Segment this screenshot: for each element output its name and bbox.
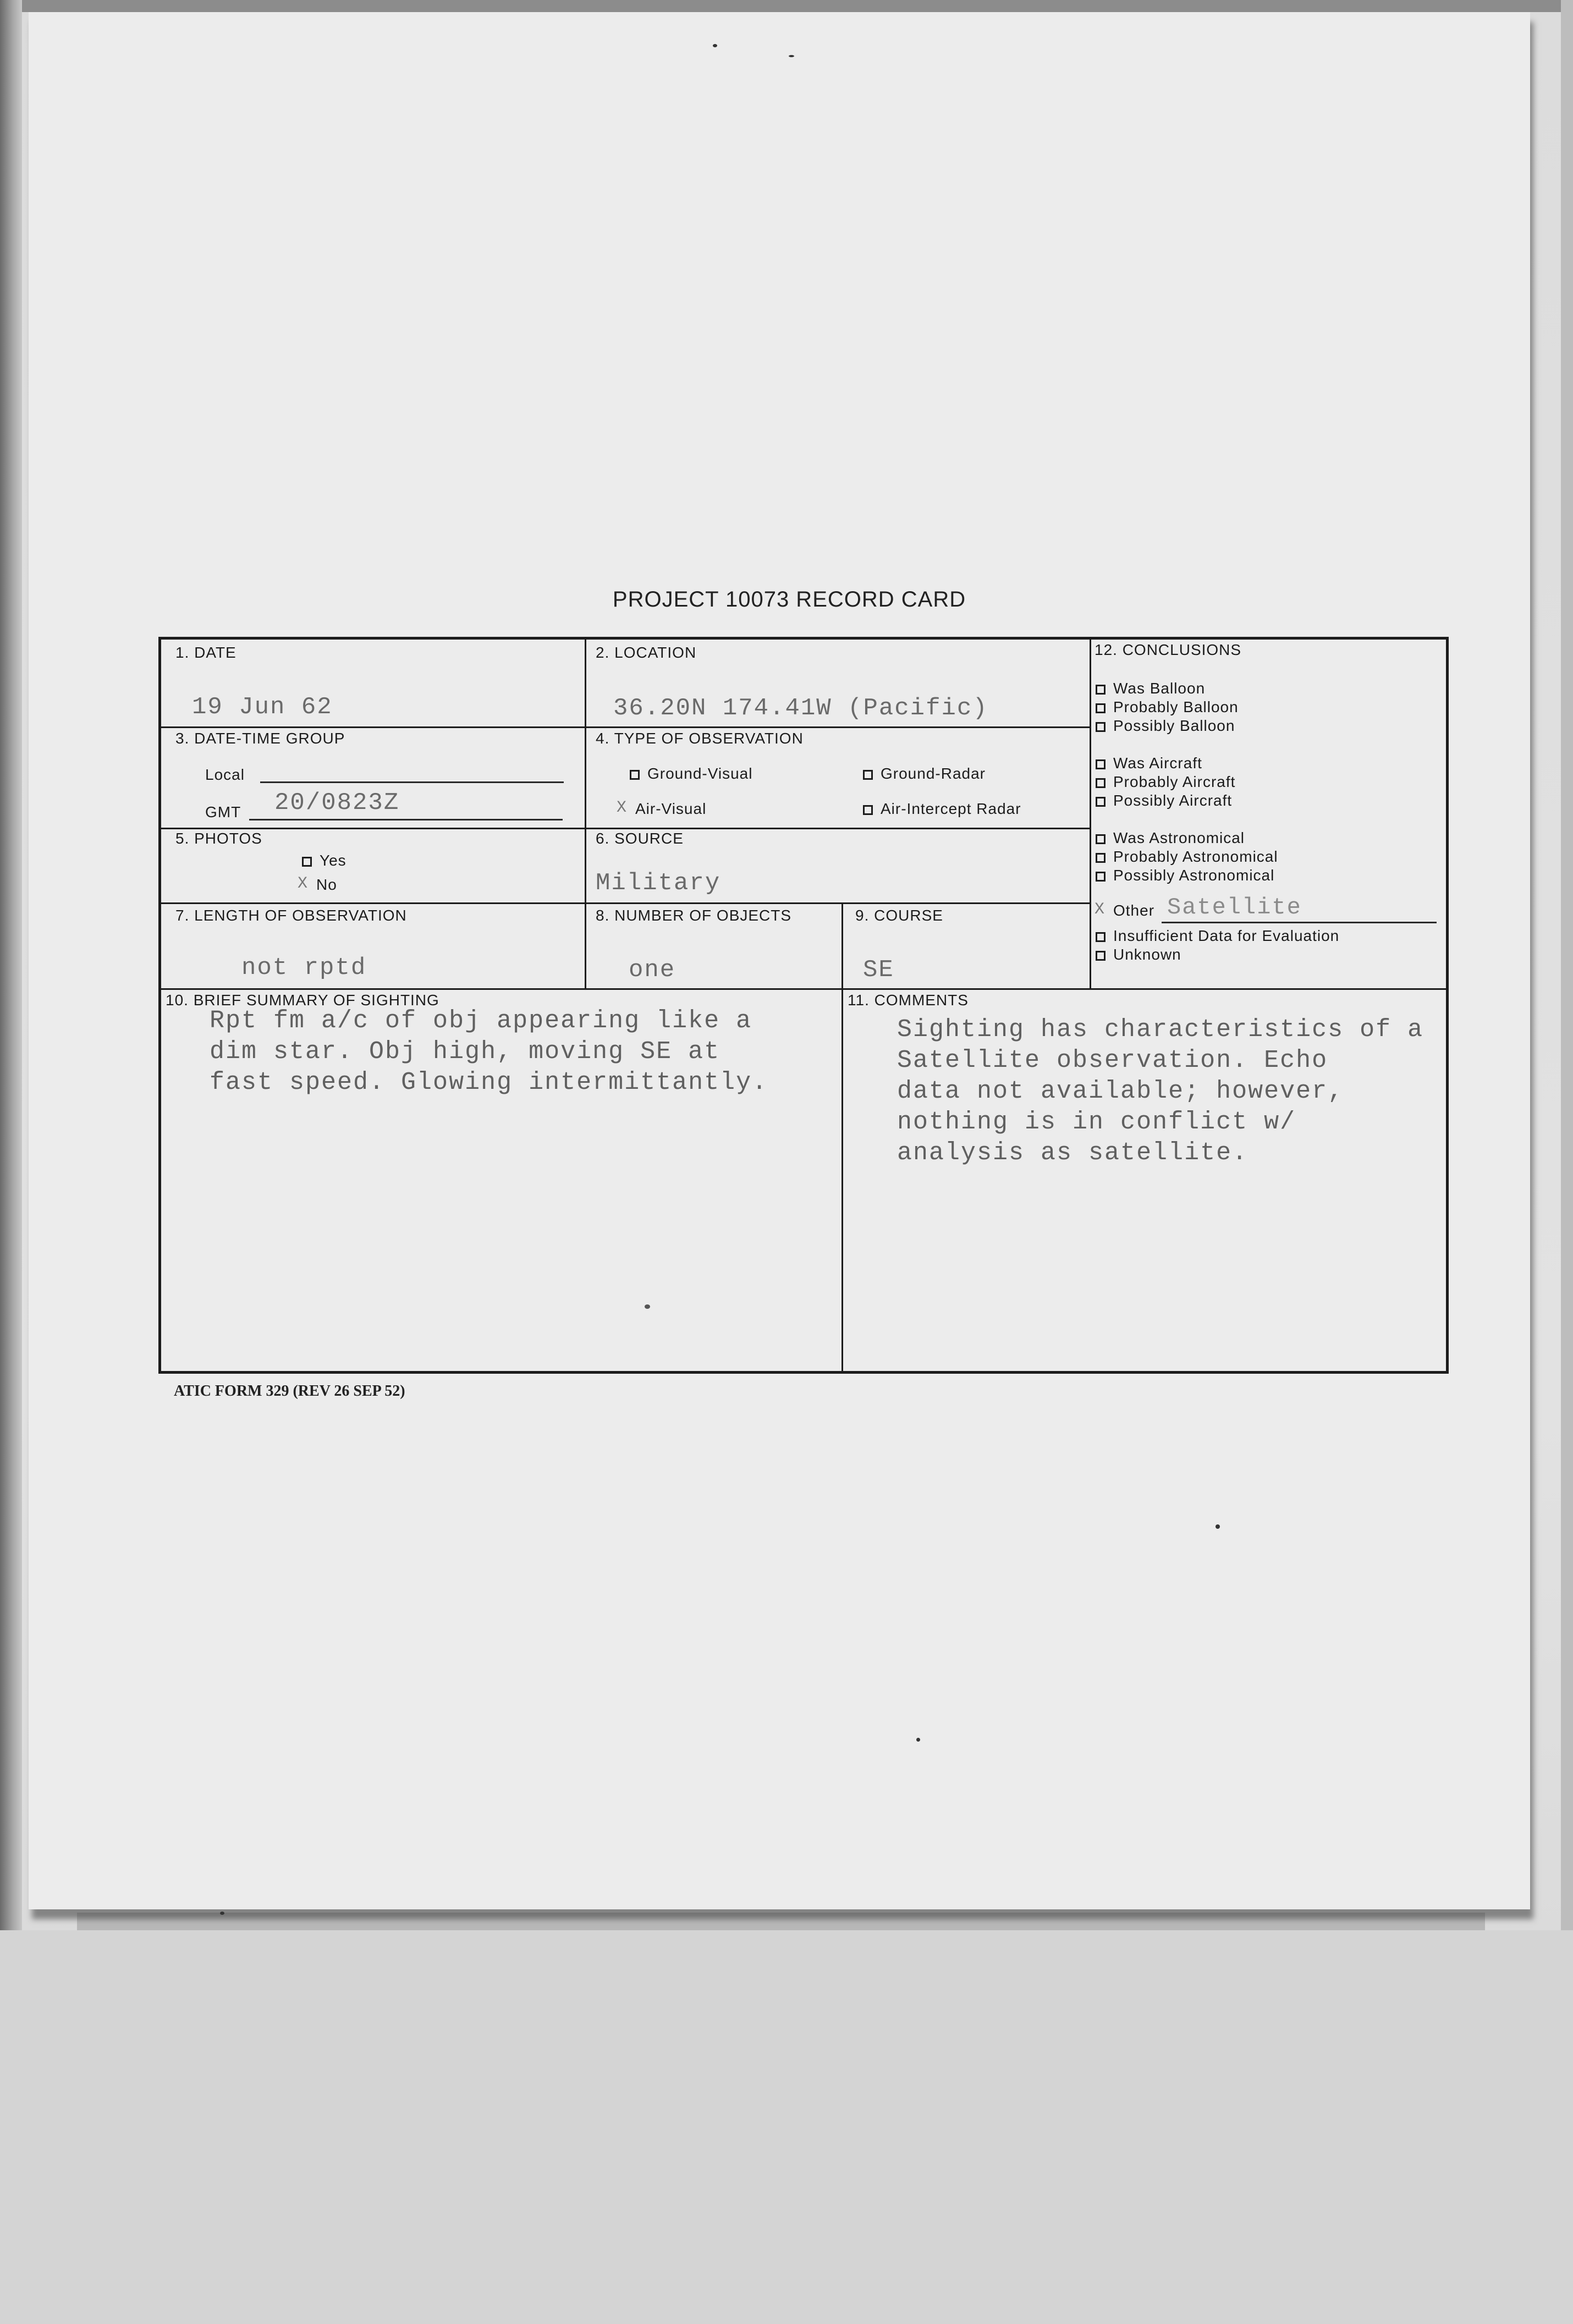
- gmt-value: 20/0823Z: [274, 789, 400, 817]
- conclusion-possibly-balloon: Possibly Balloon: [1096, 717, 1235, 735]
- conclusion-possibly-aircraft: Possibly Aircraft: [1096, 792, 1232, 809]
- checked-box-icon: [618, 803, 631, 815]
- ground-radar-option: Ground-Radar: [863, 765, 986, 783]
- checkbox-icon: [1096, 853, 1106, 863]
- checkbox-icon: [630, 770, 640, 780]
- scan-speck: [645, 1304, 650, 1309]
- conclusion-probably-balloon: Probably Balloon: [1096, 698, 1239, 716]
- photos-label: 5. PHOTOS: [175, 830, 262, 847]
- scan-speck: [789, 55, 794, 57]
- conclusion-possibly-astronomical: Possibly Astronomical: [1096, 867, 1274, 884]
- conclusion-was-astronomical: Was Astronomical: [1096, 829, 1245, 847]
- card-title: PROJECT 10073 RECORD CARD: [612, 587, 966, 612]
- checkbox-icon: [1096, 778, 1106, 788]
- grid-line: [842, 902, 843, 1371]
- conclusion-unknown: Unknown: [1096, 946, 1181, 963]
- summary-line: dim star. Obj high, moving SE at: [210, 1038, 721, 1066]
- photos-yes-option: Yes: [302, 852, 346, 869]
- grid-line: [161, 726, 1091, 728]
- date-label: 1. DATE: [175, 644, 237, 661]
- checkbox-icon: [1096, 932, 1106, 942]
- checked-box-icon: [299, 879, 312, 891]
- checkbox-icon: [1096, 872, 1106, 882]
- dtg-label: 3. DATE-TIME GROUP: [175, 730, 345, 747]
- source-label: 6. SOURCE: [596, 830, 684, 847]
- checkbox-icon: [1096, 685, 1106, 695]
- comments-line: Satellite observation. Echo: [897, 1047, 1328, 1075]
- checkbox-icon: [1096, 759, 1106, 769]
- scan-speck: [1216, 1524, 1220, 1529]
- checkbox-icon: [302, 857, 312, 867]
- conclusion-probably-aircraft: Probably Aircraft: [1096, 773, 1235, 791]
- num-objects-label: 8. NUMBER OF OBJECTS: [596, 907, 792, 924]
- course-label: 9. COURSE: [855, 907, 943, 924]
- comments-text: [897, 1015, 1423, 1169]
- checkbox-icon: [1096, 703, 1106, 713]
- gmt-label: GMT: [205, 803, 241, 820]
- paper-shadow-band: [77, 1913, 1485, 1930]
- conclusion-probably-astronomical: Probably Astronomical: [1096, 848, 1278, 866]
- comments-line: analysis as satellite.: [897, 1139, 1248, 1167]
- checked-box-icon: [1096, 905, 1109, 917]
- comments-line: data not available; however,: [897, 1077, 1344, 1105]
- grid-line: [161, 988, 1446, 990]
- form-number-footer: ATIC FORM 329 (REV 26 SEP 52): [174, 1383, 405, 1400]
- scan-speck: [713, 44, 717, 47]
- scan-top-edge: [0, 0, 1573, 12]
- air-intercept-option: Air-Intercept Radar: [863, 800, 1021, 818]
- conclusion-insufficient-data: Insufficient Data for Evaluation: [1096, 927, 1339, 945]
- photos-no-option: XNo: [299, 876, 337, 894]
- location-value: 36.20N 174.41W (Pacific): [613, 695, 988, 722]
- local-label: Local: [205, 766, 245, 783]
- summary-line: Rpt fm a/c of obj appearing like a: [210, 1007, 752, 1035]
- summary-line: fast speed. Glowing intermittantly.: [210, 1069, 768, 1097]
- other-underline: [1162, 922, 1437, 923]
- comments-label: 11. COMMENTS: [848, 992, 969, 1009]
- location-label: 2. LOCATION: [596, 644, 697, 661]
- grid-line: [585, 640, 586, 988]
- num-objects-value: one: [629, 956, 676, 984]
- conclusion-other-value: Satellite: [1167, 894, 1302, 921]
- gmt-underline: [249, 819, 563, 820]
- grid-line: [161, 902, 1091, 904]
- length-label: 7. LENGTH OF OBSERVATION: [175, 907, 407, 924]
- conclusion-other: XOther: [1096, 902, 1154, 919]
- date-value: 19 Jun 62: [192, 693, 333, 721]
- scan-speck: [916, 1738, 920, 1742]
- conclusion-was-aircraft: Was Aircraft: [1096, 755, 1202, 772]
- type-obs-label: 4. TYPE OF OBSERVATION: [596, 730, 804, 747]
- local-underline: [260, 781, 564, 783]
- comments-line: nothing is in conflict w/: [897, 1108, 1296, 1136]
- checkbox-icon: [863, 805, 873, 815]
- checkbox-icon: [863, 770, 873, 780]
- checkbox-icon: [1096, 834, 1106, 844]
- conclusion-was-balloon: Was Balloon: [1096, 680, 1205, 697]
- conclusions-label: 12. CONCLUSIONS: [1094, 641, 1242, 658]
- summary-label: 10. BRIEF SUMMARY OF SIGHTING: [166, 992, 439, 1009]
- scan-speck: [220, 1912, 224, 1915]
- scan-lower-area: [0, 1930, 1573, 2324]
- grid-line: [1090, 640, 1091, 988]
- length-value: not rptd: [241, 954, 367, 982]
- ground-visual-option: Ground-Visual: [630, 765, 752, 783]
- checkbox-icon: [1096, 722, 1106, 732]
- course-value: SE: [863, 956, 894, 984]
- air-visual-option: XAir-Visual: [618, 800, 706, 818]
- record-card-form: [158, 637, 1449, 1374]
- grid-line: [161, 828, 1091, 829]
- comments-line: Sighting has characteristics of a: [897, 1016, 1424, 1044]
- checkbox-icon: [1096, 951, 1106, 961]
- summary-text: [210, 1006, 768, 1098]
- checkbox-icon: [1096, 797, 1106, 807]
- source-value: Military: [596, 869, 721, 897]
